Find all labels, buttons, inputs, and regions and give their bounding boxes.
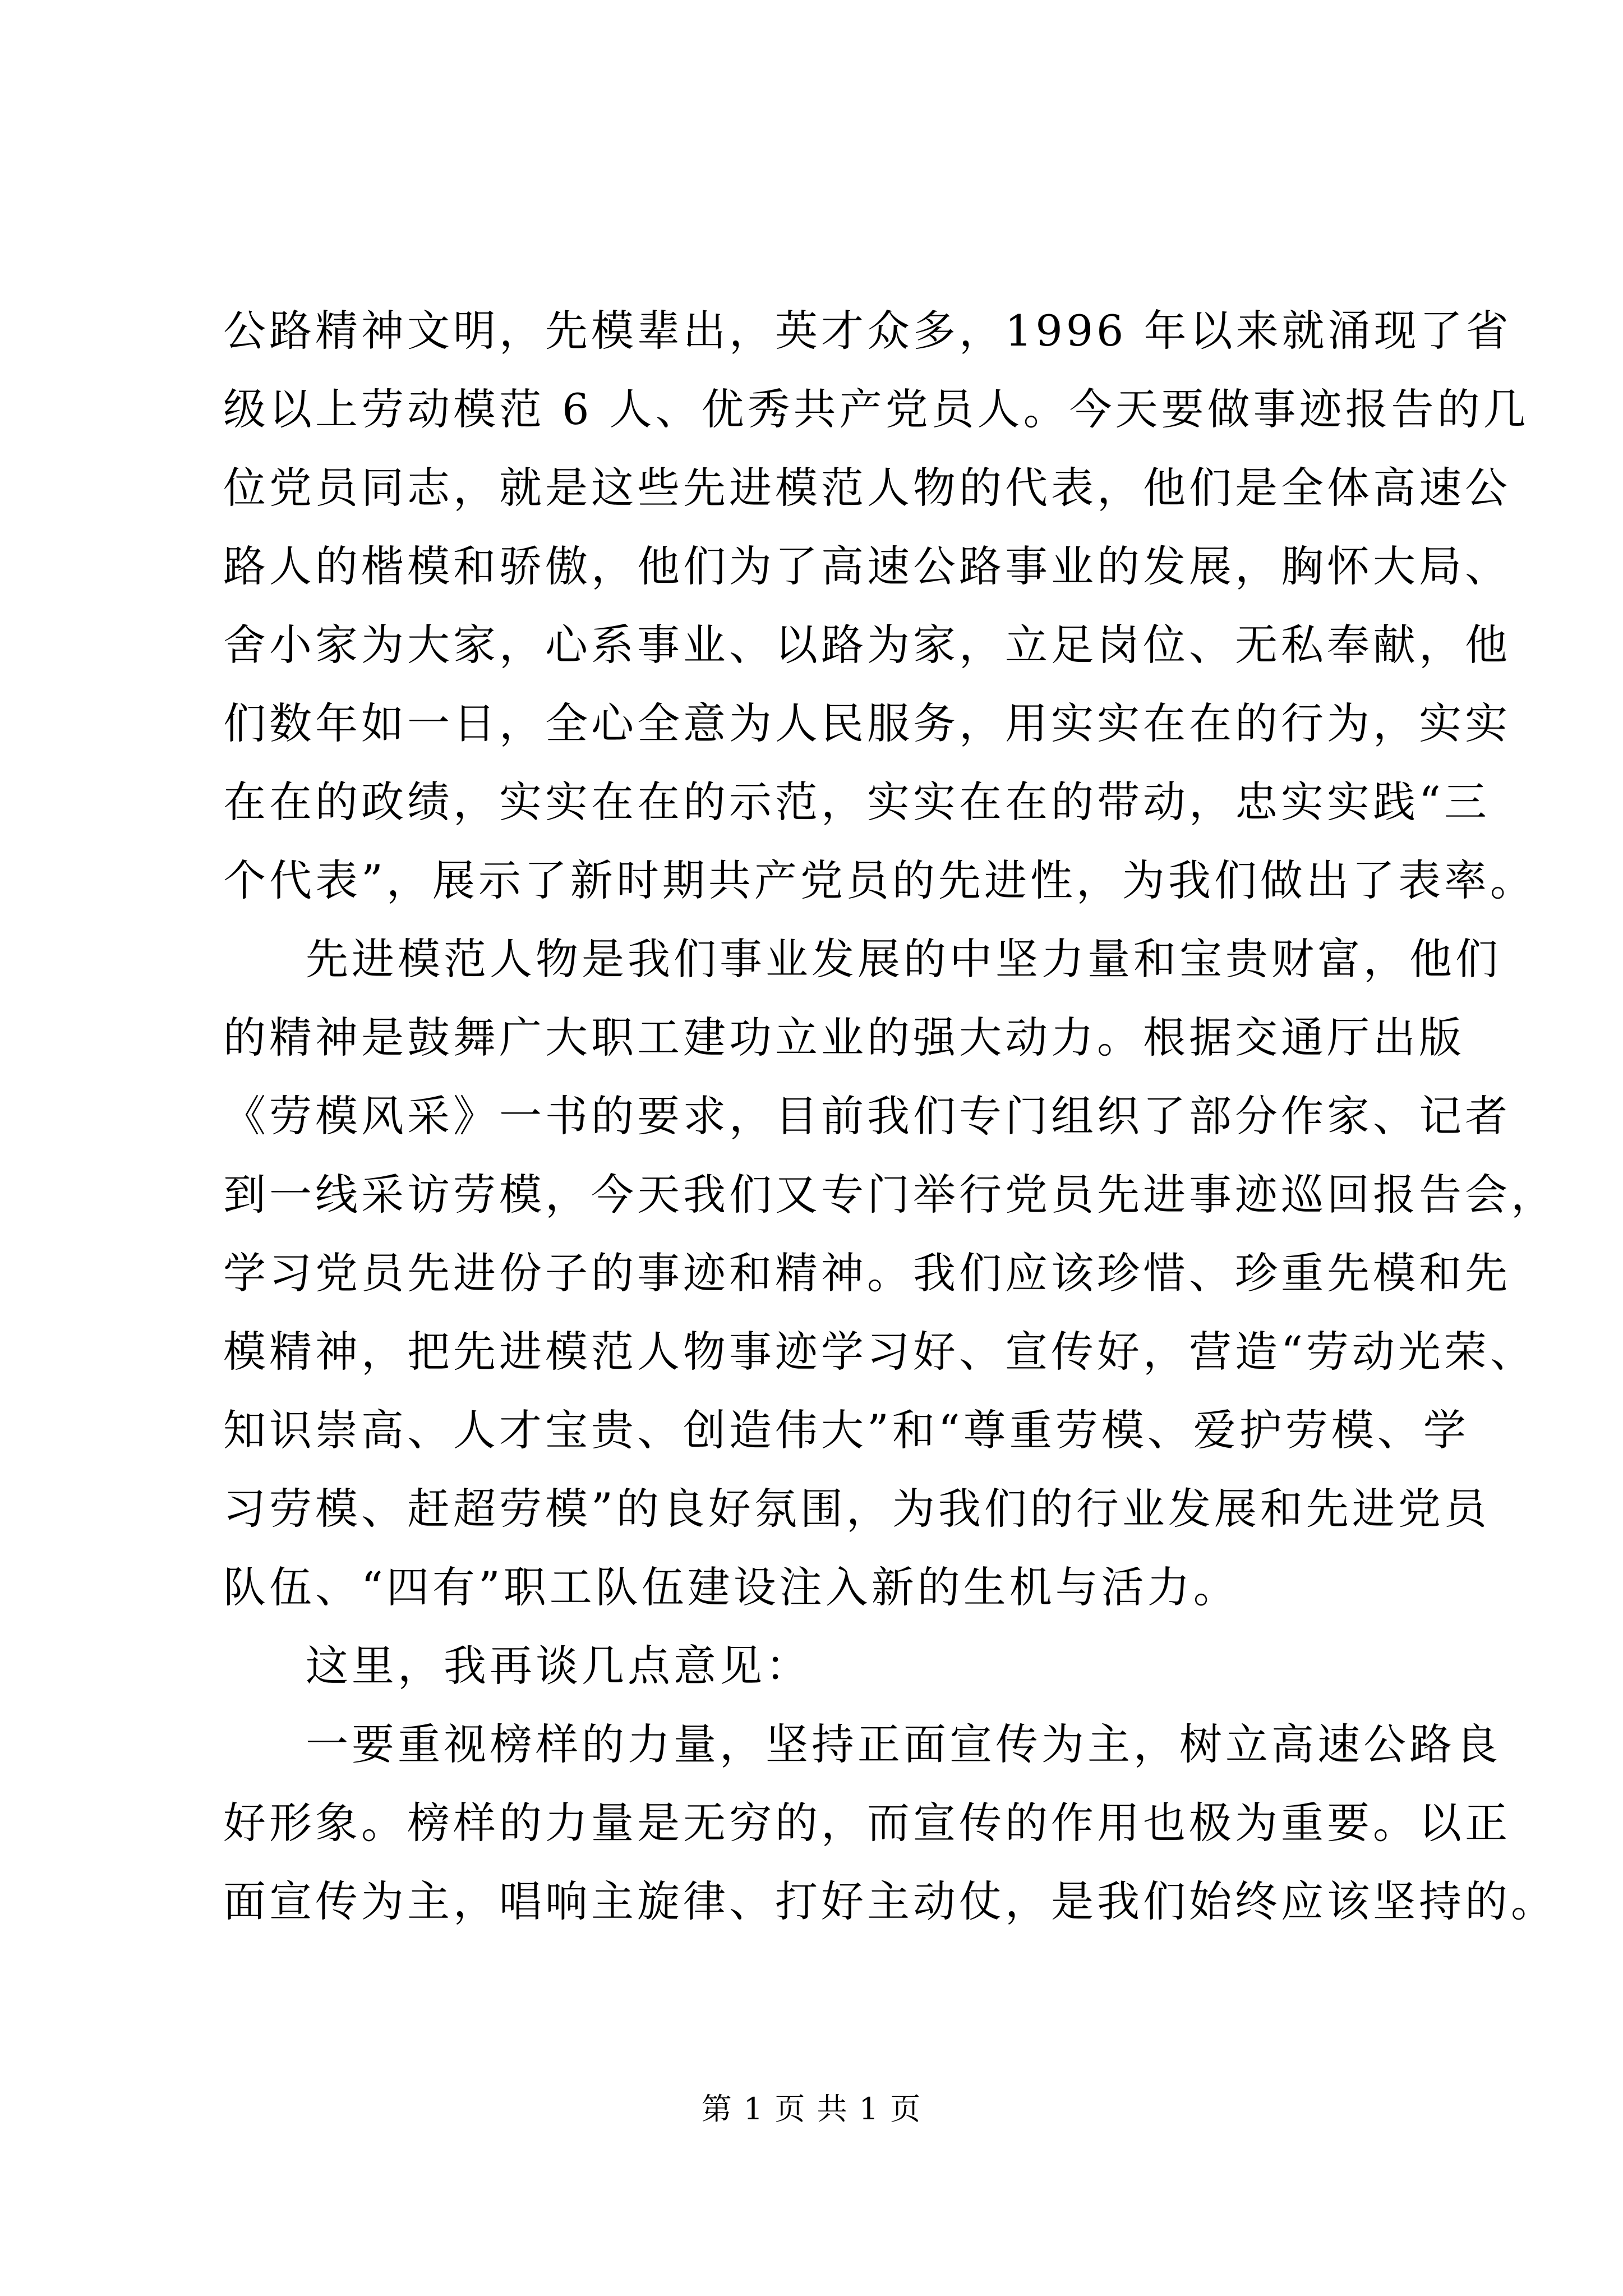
body-line-3: 位党员同志，就是这些先进模范人物的代表，他们是全体高速公 — [223, 463, 1511, 513]
paragraph-2-line-4: 到一线采访劳模，今天我们又专门举行党员先进事迹巡回报告会， — [223, 1170, 1557, 1220]
paragraph-3-line-1: 这里，我再谈几点意见： — [306, 1641, 811, 1691]
paragraph-2-line-5: 学习党员先进份子的事迹和精神。我们应该珍惜、珍重先模和先 — [223, 1248, 1511, 1298]
body-line-6: 们数年如一日，全心全意为人民服务，用实实在在的行为，实实 — [223, 698, 1511, 748]
paragraph-2-line-8: 习劳模、赶超劳模”的良好氛围，为我们的行业发展和先进党员 — [223, 1484, 1490, 1534]
paragraph-4-line-1: 一要重视榜样的力量，坚持正面宣传为主，树立高速公路良 — [306, 1719, 1501, 1769]
body-line-7: 在在的政绩，实实在在的示范，实实在在的带动，忠实实践“三 — [223, 777, 1490, 827]
body-line-4: 路人的楷模和骄傲，他们为了高速公路事业的发展，胸怀大局、 — [223, 541, 1511, 591]
paragraph-2-line-7: 知识崇高、人才宝贵、创造伟大”和“尊重劳模、爱护劳模、学 — [223, 1405, 1469, 1455]
paragraph-2-line-3: 《劳模风采》一书的要求，目前我们专门组织了部分作家、记者 — [223, 1091, 1511, 1141]
body-line-8: 个代表”，展示了新时期共产党员的先进性，为我们做出了表率。 — [223, 855, 1536, 905]
paragraph-2-line-9: 队伍、“四有”职工队伍建设注入新的生机与活力。 — [223, 1562, 1239, 1612]
paragraph-2-line-6: 模精神，把先进模范人物事迹学习好、宣传好，营造“劳动光荣、 — [223, 1327, 1536, 1377]
body-line-5: 舍小家为大家，心系事业、以路为家，立足岗位、无私奉献，他 — [223, 620, 1511, 670]
page-footer: 第 1 页 共 1 页 — [701, 2091, 922, 2127]
paragraph-2-line-1: 先进模范人物是我们事业发展的中坚力量和宝贵财富，他们 — [306, 934, 1501, 984]
paragraph-4-line-2: 好形象。榜样的力量是无穷的，而宣传的作用也极为重要。以正 — [223, 1798, 1511, 1848]
body-line-1: 公路精神文明，先模辈出，英才众多，1996 年以来就涌现了省 — [223, 306, 1512, 356]
paragraph-2-line-2: 的精神是鼓舞广大职工建功立业的强大动力。根据交通厅出版 — [223, 1013, 1465, 1062]
paragraph-4-line-3: 面宣传为主，唱响主旋律、打好主动仗，是我们始终应该坚持的。 — [223, 1876, 1557, 1926]
body-line-2: 级以上劳动模范 6 人、优秀共产党员人。今天要做事迹报告的几 — [223, 384, 1529, 434]
